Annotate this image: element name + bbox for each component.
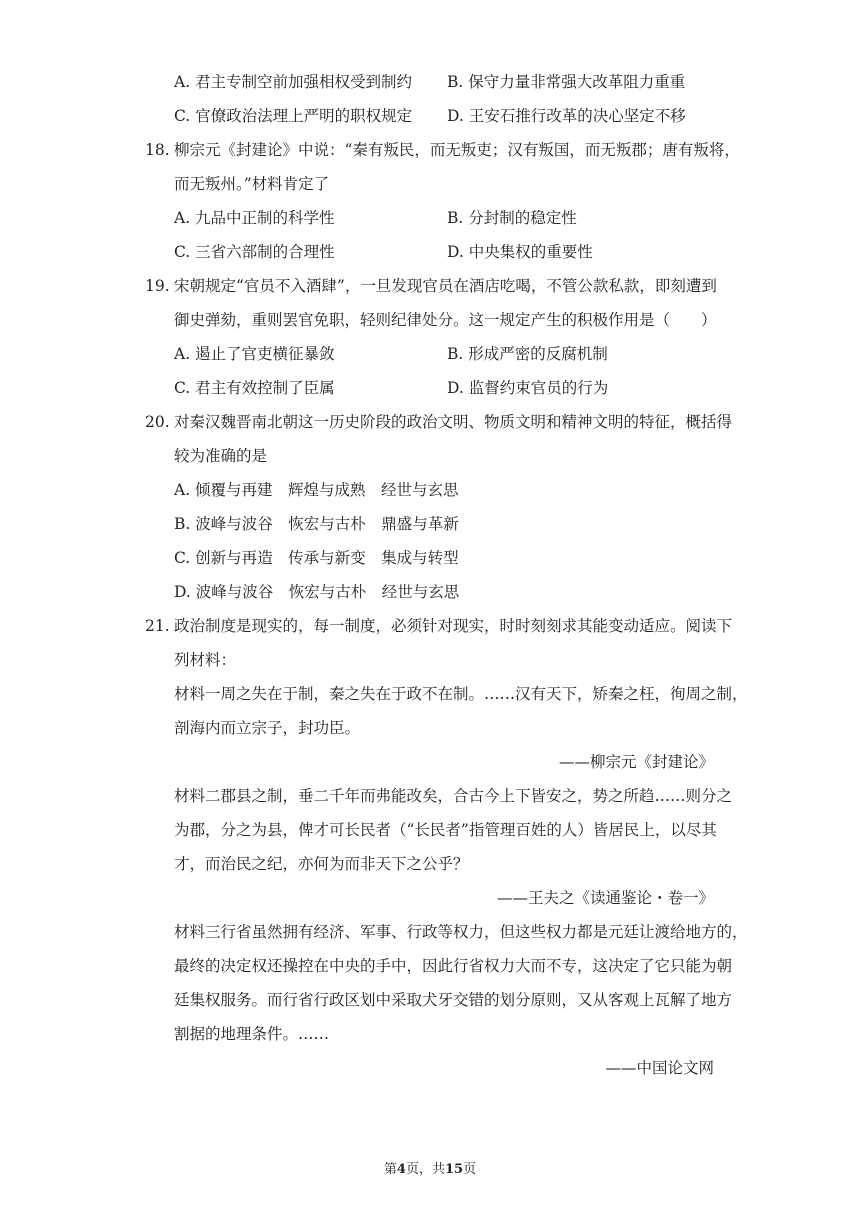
q20-option-c: C. 创新与再造 传承与新变 集成与转型 [174,549,459,567]
q21-number: 21. [145,617,170,635]
material-2-source: ——王夫之《读通鉴论・卷一》 [496,889,714,907]
material-1-source: ——柳宗元《封建论》 [558,753,714,771]
q19-option-d: D. 监督约束官员的行为 [447,379,609,397]
footer-middle: 页，共 [405,1162,445,1177]
q17-option-d: D. 王安石推行改革的决心坚定不移 [447,107,686,125]
material-3-line3: 廷集权服务。而行省行政区划中采取犬牙交错的划分原则，又从客观上瓦解了地方 [174,991,733,1009]
q18-stem-line2: 而无叛州。”材料肯定了 [174,175,330,193]
q19-option-a: A. 遏止了官吏横征暴敛 [174,345,335,363]
material-2-line2: 为郡，分之为县，俾才可长民者（“长民者”指管理百姓的人）皆居民上，以尽其 [174,821,717,839]
q18-stem-line1: 柳宗元《封建论》中说：“秦有叛民，而无叛吏；汉有叛国，而无叛郡；唐有叛将， [174,141,740,159]
q19-stem-line2: 御史弹劾，重则罢官免职，轻则纪律处分。这一规定产生的积极作用是（ ） [174,311,717,329]
q20-stem-line1: 对秦汉魏晋南北朝这一历史阶段的政治文明、物质文明和精神文明的特征，概括得 [174,413,733,431]
material-3-source: ——中国论文网 [605,1059,714,1077]
material-1-line1: 材料一周之失在于制，秦之失在于政不在制。……汉有天下，矫秦之枉，徇周之制， [174,685,748,703]
q20-stem-line2: 较为准确的是 [174,447,268,465]
q17-option-b: B. 保守力量非常强大改革阻力重重 [447,73,686,91]
q18-option-b: B. 分封制的稳定性 [447,209,577,227]
q20-option-d: D. 波峰与波谷 恢宏与古朴 经世与玄思 [174,583,460,601]
footer-page-number: 4 [396,1162,406,1177]
q19-number: 19. [145,277,170,295]
q18-number: 18. [145,141,170,159]
material-2-line3: 才，而治民之纪，亦何为而非天下之公乎？ [174,855,469,873]
q19-stem-line1: 宋朝规定“官员不入酒肆”，一旦发现官员在酒店吃喝，不管公款私款，即刻遭到 [174,277,717,295]
q17-option-c: C. 官僚政治法理上严明的职权规定 [174,107,413,125]
material-3-line1: 材料三行省虽然拥有经济、军事、行政等权力，但这些权力都是元廷让渡给地方的， [174,923,748,941]
footer-total-pages: 15 [444,1162,464,1177]
material-1-line2: 剖海内而立宗子，封功臣。 [174,719,361,737]
q17-option-a: A. 君主专制空前加强相权受到制约 [174,73,413,91]
q19-option-c: C. 君主有效控制了臣属 [174,379,335,397]
q21-stem-line1: 政治制度是现实的，每一制度，必须针对现实，时时刻刻求其能变动适应。阅读下 [174,617,733,635]
q19-option-b: B. 形成严密的反腐机制 [447,345,608,363]
q20-number: 20. [145,413,170,431]
footer-prefix: 第 [383,1162,397,1177]
material-2-line1: 材料二郡县之制，垂二千年而弗能改矣，合古今上下皆安之，势之所趋……则分之 [174,787,733,805]
q21-stem-line2: 列材料： [174,651,237,669]
q18-option-d: D. 中央集权的重要性 [447,243,593,261]
q20-option-b: B. 波峰与波谷 恢宏与古朴 鼎盛与革新 [174,515,459,533]
page-footer [0,1158,860,1177]
material-3-line4: 割据的地理条件。…… [174,1025,330,1043]
q18-option-c: C. 三省六部制的合理性 [174,243,335,261]
q20-option-a: A. 倾覆与再建 辉煌与成熟 经世与玄思 [174,481,459,499]
q18-option-a: A. 九品中正制的科学性 [174,209,335,227]
material-3-line2: 最终的决定权还操控在中央的手中，因此行省权力大而不专，这决定了它只能为朝 [174,957,733,975]
footer-suffix: 页 [463,1162,477,1177]
